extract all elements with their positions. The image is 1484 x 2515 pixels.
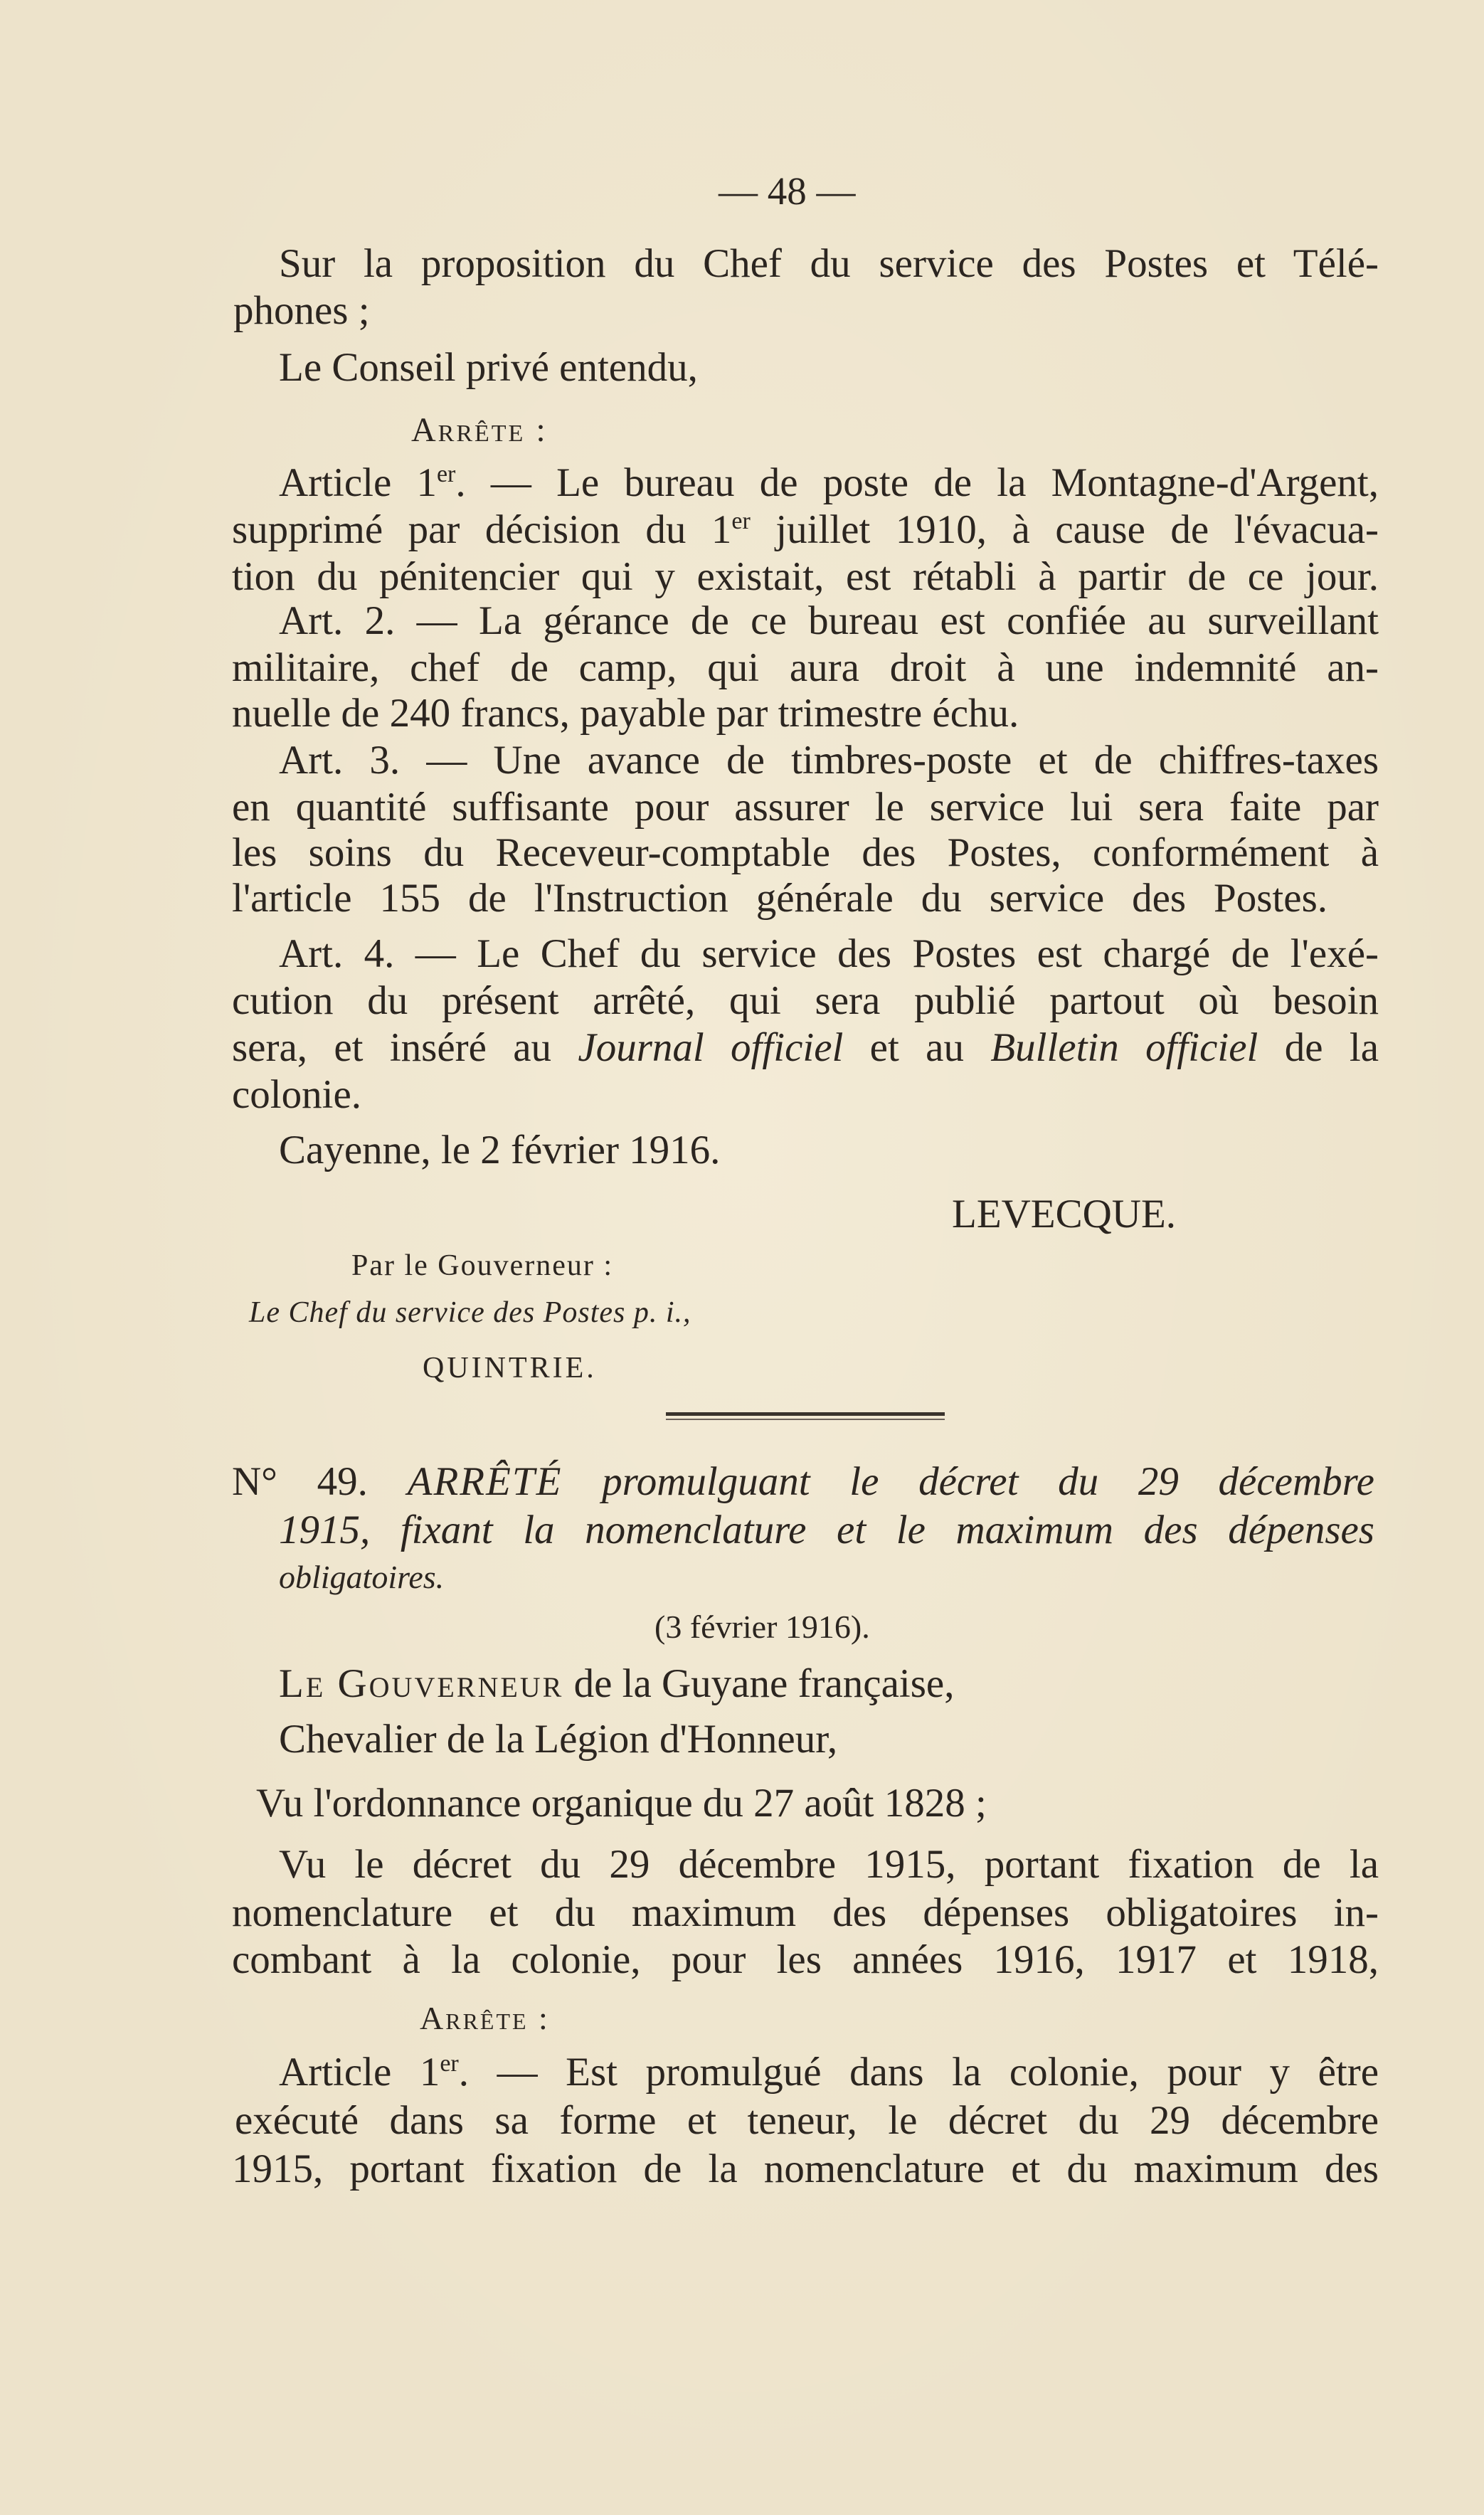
date-line: Cayenne, le 2 février 1916.	[279, 1128, 721, 1172]
decree-number: N° 49.	[232, 1459, 368, 1504]
article-line: cution du présent arrêté, qui sera publié partout où besoin	[232, 978, 1379, 1023]
article-text: de la	[1258, 1025, 1379, 1070]
article-line: militaire, chef de camp, qui aura droit à une indemnité an-	[232, 645, 1379, 690]
article-label: Article 1	[279, 460, 437, 505]
article-text: supprimé par décision du 1	[232, 507, 732, 552]
ordinal-suffix: er	[440, 2050, 459, 2077]
article-line: 1915, portant fixation de la nomenclature et du maximum des	[232, 2146, 1379, 2191]
conseil-line: Le Conseil privé entendu,	[279, 345, 698, 390]
article-line	[232, 507, 1379, 554]
vu-line: combant à la colonie, pour les années 1916, 1917 et 1918,	[232, 1937, 1379, 1982]
article-line: les soins du Receveur-comptable des Postes, conformément à	[232, 830, 1379, 875]
gouverneur-title: Le Gouverneur	[279, 1661, 564, 1706]
decree-title-text: promulguant le décret du 29 décembre	[562, 1459, 1374, 1504]
article-line: en quantité suffisante pour assurer le service lui sera faite par	[232, 785, 1379, 830]
article-line: Art. 2. — La gérance de ce bureau est confiée au surveillant	[279, 598, 1379, 643]
vu-line: Vu le décret du 29 décembre 1915, portant fixation de la	[279, 1842, 1379, 1887]
article-line: Art. 3. — Une avance de timbres-poste et de chiffres-taxes	[279, 738, 1379, 783]
article-text: . — Est promulgué dans la colonie, pour y être	[458, 2050, 1379, 2095]
vu-line: nomenclature et du maximum des dépenses obligatoires in-	[232, 1890, 1379, 1935]
article-line: Art. 4. — Le Chef du service des Postes est chargé de l'exé-	[279, 931, 1379, 976]
decree-title-line	[232, 1458, 1374, 1505]
article-label: Article 1	[279, 2050, 440, 2095]
article-text: . — Le bureau de poste de la Montagne-d'Argent,	[455, 460, 1379, 505]
ordinal-suffix: er	[436, 461, 456, 487]
intro-line: Sur la proposition du Chef du service des Postes et Télé-	[279, 241, 1379, 286]
chef-poste-line: Le Chef du service des Postes p. i.,	[249, 1296, 691, 1329]
decree-date: (3 février 1916).	[654, 1609, 870, 1645]
article-text: et au	[843, 1025, 991, 1070]
decree-title-line: 1915, fixant la nomenclature et le maximum des dépenses	[279, 1508, 1374, 1552]
chevalier-line: Chevalier de la Légion d'Honneur,	[279, 1717, 838, 1762]
section-divider	[666, 1419, 945, 1420]
page-number: — 48 —	[719, 169, 856, 213]
article-line: l'article 155 de l'Instruction générale du service des Postes.	[232, 876, 1327, 921]
arrete-heading: Arrête :	[411, 411, 548, 449]
bulletin-title: Bulletin officiel	[990, 1025, 1258, 1070]
arrete-heading: Arrête :	[420, 2000, 550, 2036]
article-text: juillet 1910, à cause de l'évacua-	[750, 507, 1379, 552]
article-line: colonie.	[232, 1072, 362, 1117]
article-line: tion du pénitencier qui y existait, est rétabli à partir de ce jour.	[232, 554, 1379, 599]
ordinal-suffix: er	[731, 508, 751, 534]
par-gouverneur: Par le Gouverneur :	[351, 1249, 614, 1282]
journal-title: Journal officiel	[578, 1025, 844, 1070]
section-divider	[666, 1412, 945, 1416]
article-text: sera, et inséré au	[232, 1025, 578, 1070]
signature: LEVECQUE.	[952, 1192, 1177, 1237]
signatory: QUINTRIE.	[423, 1352, 597, 1384]
vu-line: Vu l'ordonnance organique du 27 août 1828 ;	[256, 1781, 987, 1826]
article-line	[279, 2049, 1379, 2096]
article-line: exécuté dans sa forme et teneur, le décret du 29 décembre	[235, 2098, 1379, 2143]
gouverneur-text: de la Guyane française,	[563, 1661, 955, 1706]
gouverneur-line	[279, 1661, 954, 1707]
article-line	[279, 460, 1379, 507]
article-line: nuelle de 240 francs, payable par trimestre échu.	[232, 691, 1019, 736]
decree-title-arrete: ARRÊTÉ	[407, 1459, 563, 1504]
article-line	[232, 1024, 1379, 1071]
decree-title-line: obligatoires.	[279, 1559, 445, 1595]
intro-line: phones ;	[233, 288, 370, 333]
